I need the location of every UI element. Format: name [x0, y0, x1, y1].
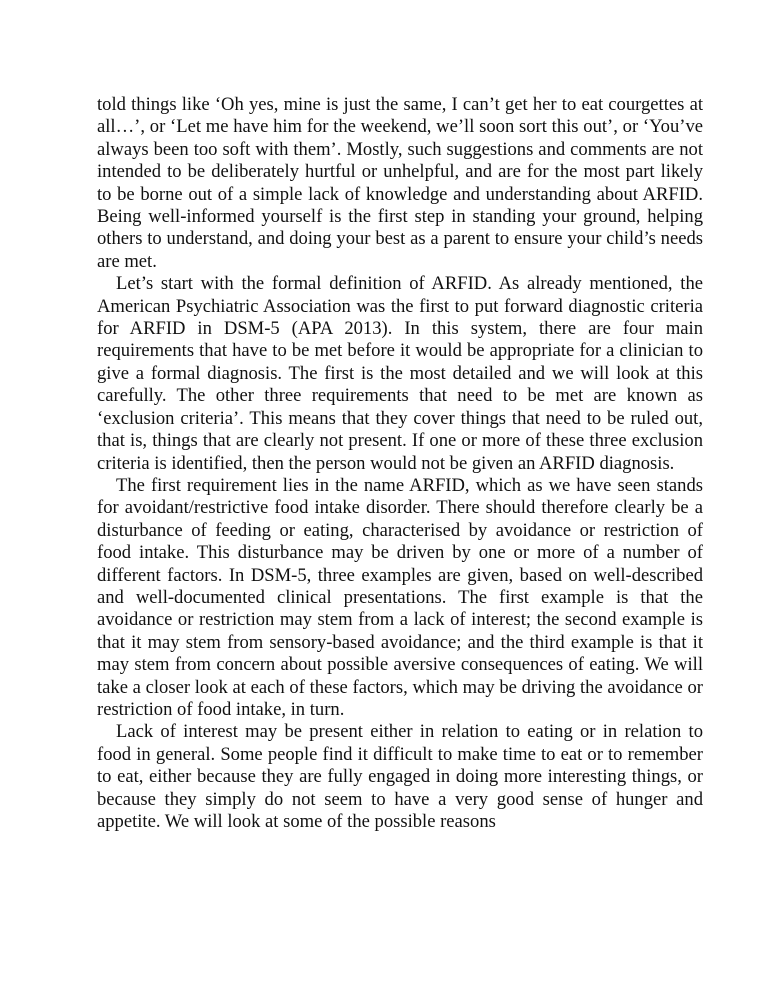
body-paragraph-4: Lack of interest may be present either in relation to eating or in relation to food in general. Some people find it difficult to make time to eat or to remember to eat, either because they are fully engaged in doing more interesting things, or because they simply do not seem to have a very good sense of hunger and appetite. We will look at some of the possible reasons — [97, 721, 703, 832]
body-paragraph-2: Let’s start with the formal definition of ARFID. As already mentioned, the American Psychiatric Association was the first to put forward diagnostic criteria for ARFID in DSM-5 (APA 2013). In this system, there are four main requirements that have to be met before it would be appropriate for a clinician to give a formal diagnosis. The first is the most detailed and we will look at this carefully. The other three requirements that need to be met are known as ‘exclusion criteria’. This means that they cover things that need to be ruled out, that is, things that are clearly not present. If one or more of these three exclusion criteria is identified, then the person would not be given an ARFID diagnosis. — [97, 273, 703, 474]
body-paragraph-3: The first requirement lies in the name ARFID, which as we have seen stands for avoidant/restrictive food intake disorder. There should therefore clearly be a disturbance of feeding or eating, characterised by avoidance or restriction of food intake. This disturbance may be driven by one or more of a number of different factors. In DSM-5, three examples are given, based on well-described and well-documented clinical presentations. The first example is that the avoidance or restriction may stem from a lack of interest; the second example is that it may stem from sensory-based avoidance; and the third example is that it may stem from concern about possible aversive consequences of eating. We will take a closer look at each of these factors, which may be driving the avoidance or restriction of food intake, in turn. — [97, 474, 703, 720]
body-paragraph-1: told things like ‘Oh yes, mine is just the same, I can’t get her to eat courgettes at all…’, or ‘Let me have him for the weekend, we’ll soon sort this out’, or ‘You’ve always been too soft with them’. Mostly, such suggestions and comments are not intended to be deliberately hurtful or unhelpful, and are for the most part likely to be borne out of a simple lack of knowledge and understanding about ARFID. Being well-informed yourself is the first step in standing your ground, helping others to understand, and doing your best as a parent to ensure your child’s needs are met. — [97, 94, 703, 272]
document-page — [97, 94, 703, 833]
